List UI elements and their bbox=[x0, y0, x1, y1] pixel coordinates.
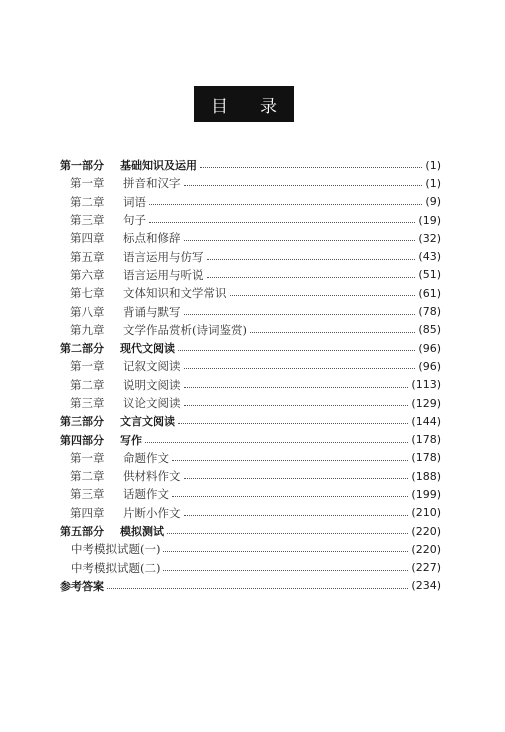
toc-leader-dots bbox=[163, 551, 408, 552]
toc-leader-dots bbox=[184, 368, 416, 369]
toc-page-number: (210) bbox=[411, 506, 441, 520]
toc-leader-dots bbox=[207, 277, 416, 278]
toc-entry[interactable] bbox=[0, 412, 505, 430]
toc-entry-number: 第二章 bbox=[70, 469, 105, 484]
toc-entry-title: 语言运用与仿写 bbox=[123, 249, 204, 264]
toc-leader-dots bbox=[184, 405, 409, 406]
toc-entry-number: 第八章 bbox=[70, 304, 105, 319]
toc-leader-dots bbox=[184, 515, 409, 516]
toc-entry-title: 议论文阅读 bbox=[123, 396, 181, 410]
toc-entry-title: 片断小作文 bbox=[123, 505, 181, 520]
toc-title bbox=[194, 86, 294, 122]
toc-entry-title: 基础知识及运用 bbox=[120, 159, 197, 173]
toc-entry[interactable] bbox=[0, 430, 505, 448]
toc-entry-number: 第七章 bbox=[70, 286, 105, 301]
toc-entry-title: 句子 bbox=[123, 213, 146, 228]
toc-entry[interactable] bbox=[0, 485, 505, 503]
toc-leader-dots bbox=[149, 222, 415, 223]
toc-title-left-char: 目 bbox=[211, 96, 228, 117]
toc-entry[interactable] bbox=[0, 467, 505, 485]
toc-title-right-char: 录 bbox=[260, 96, 277, 117]
toc-page-number: (113) bbox=[411, 378, 441, 392]
toc-leader-dots bbox=[184, 314, 416, 315]
toc-entry[interactable] bbox=[0, 522, 505, 540]
toc-page-number: (227) bbox=[411, 561, 441, 575]
toc-entry[interactable] bbox=[0, 504, 505, 522]
toc-entry-title: 文体知识和文学常识 bbox=[123, 286, 227, 301]
table-of-contents bbox=[0, 156, 505, 595]
toc-entry-number: 第三章 bbox=[70, 487, 105, 502]
toc-leader-dots bbox=[250, 332, 415, 333]
toc-entry-title: 话题作文 bbox=[123, 487, 169, 502]
toc-page-number: (178) bbox=[411, 433, 441, 447]
toc-entry-title: 说明文阅读 bbox=[123, 377, 181, 392]
toc-leader-dots bbox=[172, 496, 408, 497]
toc-page-number: (61) bbox=[418, 286, 441, 300]
toc-leader-dots bbox=[200, 167, 422, 168]
toc-entry[interactable] bbox=[0, 540, 505, 558]
toc-leader-dots bbox=[145, 442, 408, 443]
toc-entry-title: 命题作文 bbox=[123, 450, 169, 465]
toc-entry-title: 中考模拟试题(二) bbox=[71, 560, 161, 575]
toc-leader-dots bbox=[184, 240, 416, 241]
toc-entry[interactable] bbox=[0, 339, 505, 357]
toc-leader-dots bbox=[178, 350, 415, 351]
toc-entry[interactable] bbox=[0, 174, 505, 192]
toc-entry-number: 第五章 bbox=[70, 249, 105, 264]
toc-entry-number: 第二章 bbox=[70, 377, 105, 392]
toc-leader-dots bbox=[207, 259, 416, 260]
toc-entry-title: 模拟测试 bbox=[120, 525, 164, 539]
toc-entry-number: 第四章 bbox=[70, 231, 105, 246]
toc-page-number: (19) bbox=[418, 213, 441, 227]
toc-entry-number: 第一部分 bbox=[60, 159, 104, 173]
toc-entry[interactable] bbox=[0, 229, 505, 247]
toc-page-number: (96) bbox=[418, 341, 441, 355]
toc-entry[interactable] bbox=[0, 156, 505, 174]
toc-leader-dots bbox=[184, 185, 423, 186]
toc-entry[interactable] bbox=[0, 284, 505, 302]
toc-page-number: (178) bbox=[411, 451, 441, 465]
toc-page-number: (1) bbox=[425, 158, 441, 172]
toc-entry-number: 第三章 bbox=[70, 213, 105, 228]
toc-leader-dots bbox=[107, 588, 408, 589]
toc-entry-number: 第一章 bbox=[70, 450, 105, 465]
toc-entry-title: 词语 bbox=[123, 194, 146, 209]
toc-entry-number: 第一章 bbox=[70, 176, 105, 191]
toc-entry-title: 拼音和汉字 bbox=[123, 176, 181, 191]
toc-entry-title: 记叙文阅读 bbox=[123, 359, 181, 374]
toc-entry-title: 现代文阅读 bbox=[120, 342, 175, 356]
toc-page-number: (220) bbox=[411, 542, 441, 556]
toc-leader-dots bbox=[184, 478, 409, 479]
toc-leader-dots bbox=[163, 570, 408, 571]
toc-entry-title: 参考答案 bbox=[60, 579, 104, 593]
toc-leader-dots bbox=[230, 295, 416, 296]
toc-page-number: (188) bbox=[411, 469, 441, 483]
toc-entry-number: 第二部分 bbox=[60, 342, 104, 356]
toc-leader-dots bbox=[178, 423, 408, 424]
toc-page-number: (51) bbox=[418, 268, 441, 282]
toc-leader-dots bbox=[172, 460, 408, 461]
toc-entry[interactable] bbox=[0, 577, 505, 595]
toc-entry[interactable] bbox=[0, 247, 505, 265]
toc-entry[interactable] bbox=[0, 559, 505, 577]
toc-entry-number: 第三章 bbox=[70, 396, 105, 410]
toc-entry-number: 第四章 bbox=[70, 505, 105, 520]
toc-entry-number: 第三部分 bbox=[60, 415, 104, 429]
toc-page-number: (1) bbox=[425, 176, 441, 190]
toc-leader-dots bbox=[167, 533, 408, 534]
toc-entry-number: 第四部分 bbox=[60, 433, 104, 447]
toc-page-number: (43) bbox=[418, 250, 441, 264]
toc-page-number: (9) bbox=[425, 195, 441, 209]
toc-leader-dots bbox=[149, 204, 422, 205]
toc-page-number: (129) bbox=[411, 396, 441, 410]
toc-entry[interactable] bbox=[0, 211, 505, 229]
toc-page-number: (144) bbox=[411, 414, 441, 428]
toc-entry-number: 第六章 bbox=[70, 267, 105, 282]
toc-entry[interactable] bbox=[0, 321, 505, 339]
toc-entry-title: 供材料作文 bbox=[123, 469, 181, 484]
toc-entry[interactable] bbox=[0, 394, 505, 412]
toc-entry-number: 第一章 bbox=[70, 359, 105, 374]
toc-entry-number: 第九章 bbox=[70, 322, 105, 337]
toc-entry[interactable] bbox=[0, 302, 505, 320]
toc-page-number: (220) bbox=[411, 524, 441, 538]
toc-page-number: (78) bbox=[418, 305, 441, 319]
toc-entry-title: 语言运用与听说 bbox=[123, 267, 204, 282]
toc-entry-number: 第五部分 bbox=[60, 525, 104, 539]
toc-page-number: (32) bbox=[418, 231, 441, 245]
toc-leader-dots bbox=[184, 387, 409, 388]
toc-page-number: (96) bbox=[418, 359, 441, 373]
toc-entry-title: 中考模拟试题(一) bbox=[71, 542, 161, 557]
toc-entry[interactable] bbox=[0, 266, 505, 284]
toc-entry[interactable] bbox=[0, 357, 505, 375]
toc-entry-number: 第二章 bbox=[70, 194, 105, 209]
toc-entry[interactable] bbox=[0, 449, 505, 467]
toc-entry-title: 文学作品赏析(诗词鉴赏) bbox=[123, 322, 247, 337]
toc-entry[interactable] bbox=[0, 193, 505, 211]
toc-entry[interactable] bbox=[0, 376, 505, 394]
toc-page-number: (199) bbox=[411, 487, 441, 501]
toc-entry-title: 背诵与默写 bbox=[123, 304, 181, 319]
toc-page-number: (234) bbox=[411, 579, 441, 593]
toc-entry-title: 文言文阅读 bbox=[120, 415, 175, 429]
toc-entry-title: 写作 bbox=[120, 433, 142, 447]
toc-page-number: (85) bbox=[418, 323, 441, 337]
toc-entry-title: 标点和修辞 bbox=[123, 231, 181, 246]
